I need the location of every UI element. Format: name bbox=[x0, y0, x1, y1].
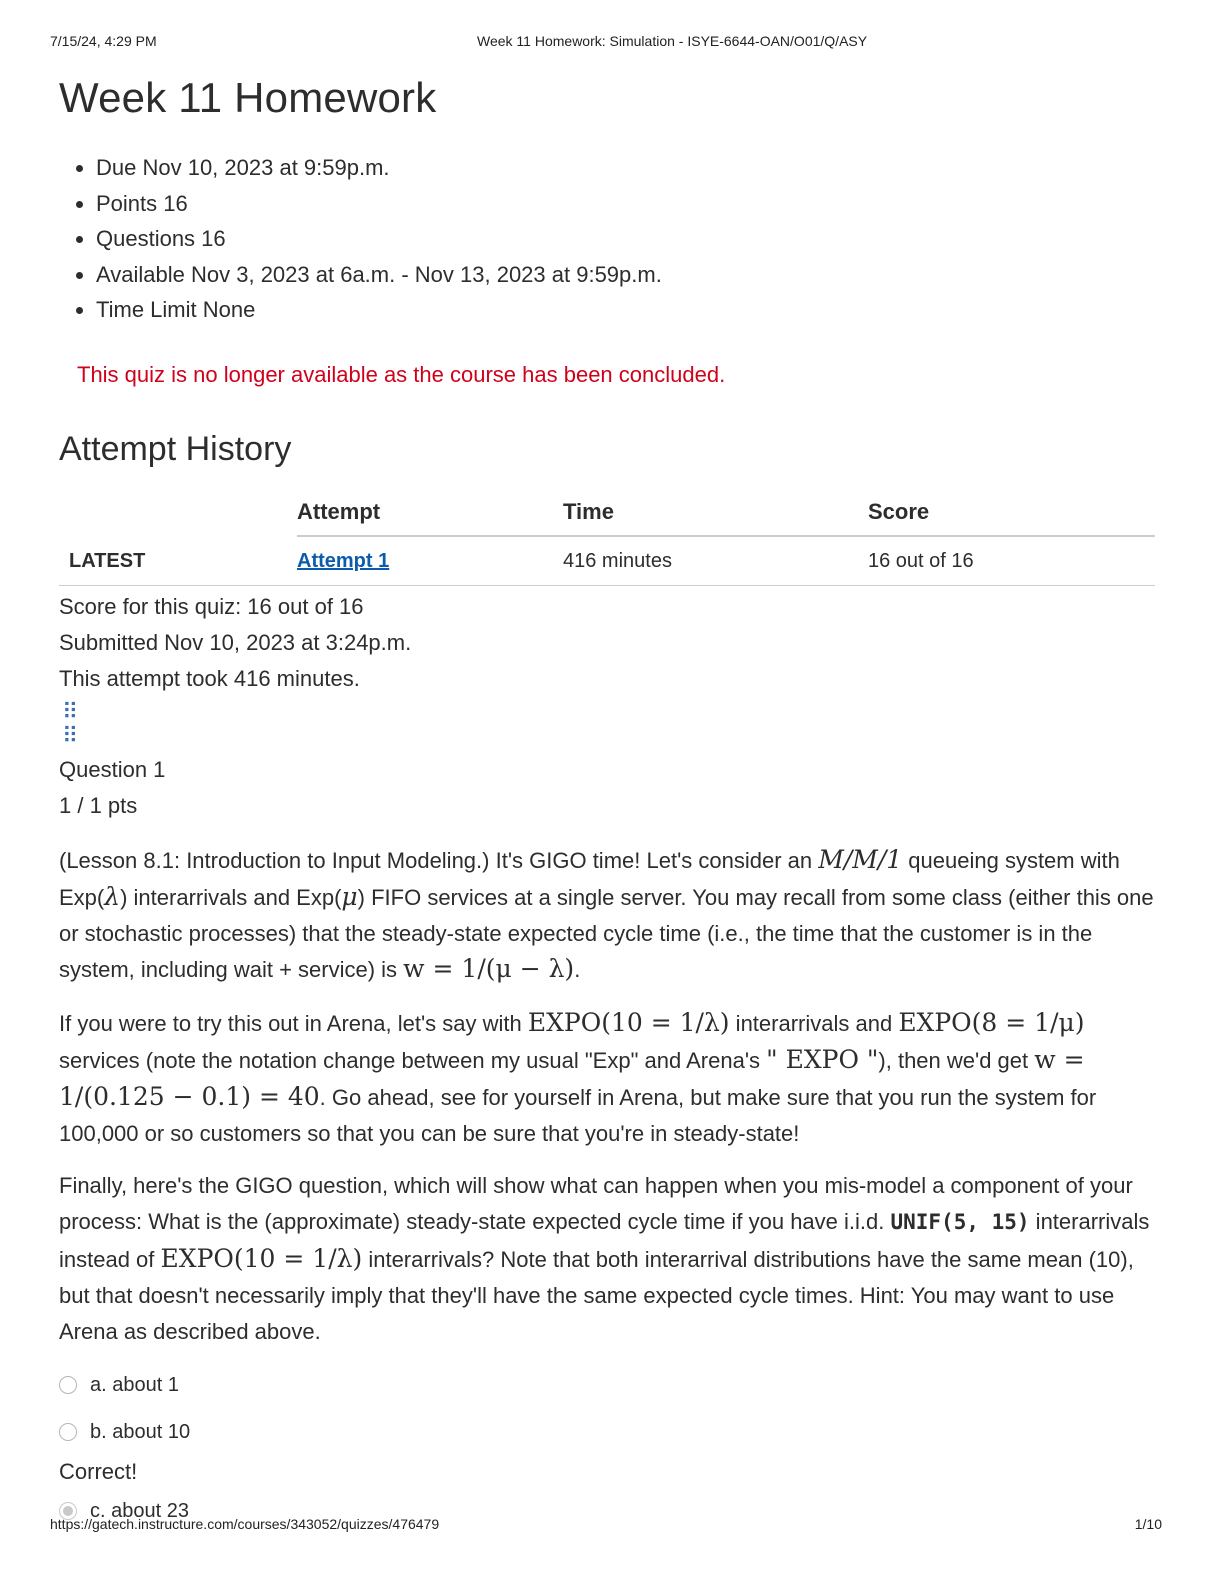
print-page-number: 1/10 bbox=[1134, 1516, 1162, 1532]
answer-list bbox=[59, 1373, 1155, 1523]
math-lambda bbox=[104, 882, 120, 911]
math-expo-10: EXPO(10 = 1/λ) bbox=[527, 1008, 730, 1038]
math-lambda-text: λ bbox=[104, 881, 121, 911]
attempt-time: 416 minutes bbox=[563, 536, 868, 586]
text-fragment: interarrivals and bbox=[729, 1011, 899, 1037]
question-points: 1 / 1 pts bbox=[59, 793, 138, 819]
table-row bbox=[59, 536, 1155, 586]
text-fragment: interarrivals instead of bbox=[59, 1209, 1150, 1272]
math-w-equals-40: w = 1/(0.125 − 0.1) = 40 bbox=[59, 1044, 1085, 1111]
quiz-content bbox=[59, 70, 1155, 1546]
text-fragment: (Lesson 8.1: Introduction to Input Modeling.) It's GIGO time! Let's consider an bbox=[59, 847, 819, 873]
page-title: Week 11 Homework bbox=[59, 74, 437, 121]
math-mu bbox=[341, 882, 357, 911]
column-header-time: Time bbox=[563, 493, 868, 536]
text-fragment: . bbox=[574, 957, 581, 983]
submitted-date: Submitted Nov 10, 2023 at 3:24p.m. bbox=[59, 629, 412, 655]
attempt-summary bbox=[59, 589, 1155, 696]
column-header-attempt: Attempt bbox=[297, 493, 563, 536]
code-unif: UNIF(5, 15) bbox=[890, 1210, 1030, 1235]
math-mm1-text: M/M/1 bbox=[818, 844, 903, 874]
answer-label: c. about 23 bbox=[90, 1499, 189, 1522]
meta-due: • Due Nov 10, 2023 at 9:59p.m. bbox=[96, 150, 1155, 186]
column-header-blank bbox=[59, 493, 297, 536]
quiz-meta-list bbox=[59, 150, 1155, 328]
text-fragment: ) FIFO services at a single server. You may recall from some class (either this one or stochastic processes) that the steady-state expected cycle time (i.e., the time that the customer is in the system, including wait + service) is bbox=[59, 884, 1154, 983]
print-doc-title: Week 11 Homework: Simulation - ISYE-6644-OAN/O01/Q/ASY bbox=[477, 33, 868, 49]
radio-button-icon[interactable] bbox=[59, 1376, 77, 1394]
meta-questions: • Questions 16 bbox=[96, 221, 1155, 257]
text-fragment: queueing system with Exp( bbox=[59, 847, 1120, 910]
attempt-1-link[interactable]: Attempt 1 bbox=[297, 549, 390, 572]
unavailable-notice: This quiz is no longer available as the course has been concluded. bbox=[77, 361, 726, 387]
attempt-status-label: LATEST bbox=[59, 536, 297, 586]
math-mm1 bbox=[818, 845, 902, 874]
quiz-score: Score for this quiz: 16 out of 16 bbox=[59, 593, 364, 619]
attempt-duration: This attempt took 416 minutes. bbox=[59, 665, 360, 691]
table-header-row bbox=[59, 493, 1155, 536]
text-fragment: ) interarrivals and Exp( bbox=[120, 884, 342, 910]
print-footer bbox=[50, 1516, 1162, 1536]
radio-button-icon[interactable] bbox=[59, 1423, 77, 1441]
math-expo-8: EXPO(8 = 1/μ) bbox=[898, 1008, 1085, 1038]
meta-time-limit: • Time Limit None bbox=[96, 292, 1155, 328]
answer-option-b[interactable] bbox=[59, 1420, 1155, 1444]
meta-points: • Points 16 bbox=[96, 186, 1155, 222]
answer-label: b. about 10 bbox=[90, 1420, 191, 1443]
meta-available: • Available Nov 3, 2023 at 6a.m. - Nov 13, 2023 at 9:59p.m. bbox=[96, 257, 1155, 293]
text-fragment: If you were to try this out in Arena, let's say with bbox=[59, 1011, 528, 1037]
question-header bbox=[59, 752, 1155, 824]
print-date: 7/15/24, 4:29 PM bbox=[50, 33, 157, 49]
drag-handle-icon[interactable]: ⠿ ⠿ bbox=[62, 699, 77, 749]
question-paragraph-3 bbox=[59, 1168, 1155, 1349]
correct-answer-label: Correct! bbox=[59, 1459, 138, 1485]
text-fragment: . Go ahead, see for yourself in Arena, but make sure that you run the system for 100,000 or so customers so that you can be sure that you're in steady-state! bbox=[59, 1084, 1097, 1146]
text-fragment: interarrivals? Note that both interarrival distributions have the same mean (10), but that doesn't necessarily imply that they'll have the same expected cycle times. Hint: You may want to use Arena as described above. bbox=[59, 1246, 1134, 1344]
attempt-history-table bbox=[59, 493, 1155, 586]
text-fragment: services (note the notation change between my usual "Exp" and Arena's bbox=[59, 1047, 767, 1073]
print-url: https://gatech.instructure.com/courses/343052/quizzes/476479 bbox=[50, 1516, 440, 1532]
question-number: Question 1 bbox=[59, 757, 166, 783]
attempt-score: 16 out of 16 bbox=[868, 536, 1155, 586]
answer-option-a[interactable] bbox=[59, 1373, 1155, 1397]
answer-label: a. about 1 bbox=[90, 1373, 179, 1396]
question-paragraph-2 bbox=[59, 1005, 1155, 1151]
text-fragment: Finally, here's the GIGO question, which will show what can happen when you mis-model a component of your process: What is the (approximate) steady-state expected cycle time if you have i.i.d. bbox=[59, 1173, 1133, 1235]
math-expo-label: " EXPO " bbox=[766, 1044, 879, 1074]
text-fragment: ), then we'd get bbox=[878, 1047, 1035, 1073]
math-mu-text: μ bbox=[341, 881, 358, 911]
attempt-history-title: Attempt History bbox=[59, 429, 292, 468]
question-paragraph-1 bbox=[59, 842, 1155, 988]
print-header bbox=[50, 33, 1174, 53]
math-expo-10-b: EXPO(10 = 1/λ) bbox=[160, 1243, 363, 1273]
column-header-score: Score bbox=[868, 493, 1155, 536]
math-cycle-time-formula: w = 1/(μ − λ) bbox=[403, 954, 575, 984]
question-text bbox=[59, 842, 1155, 1349]
